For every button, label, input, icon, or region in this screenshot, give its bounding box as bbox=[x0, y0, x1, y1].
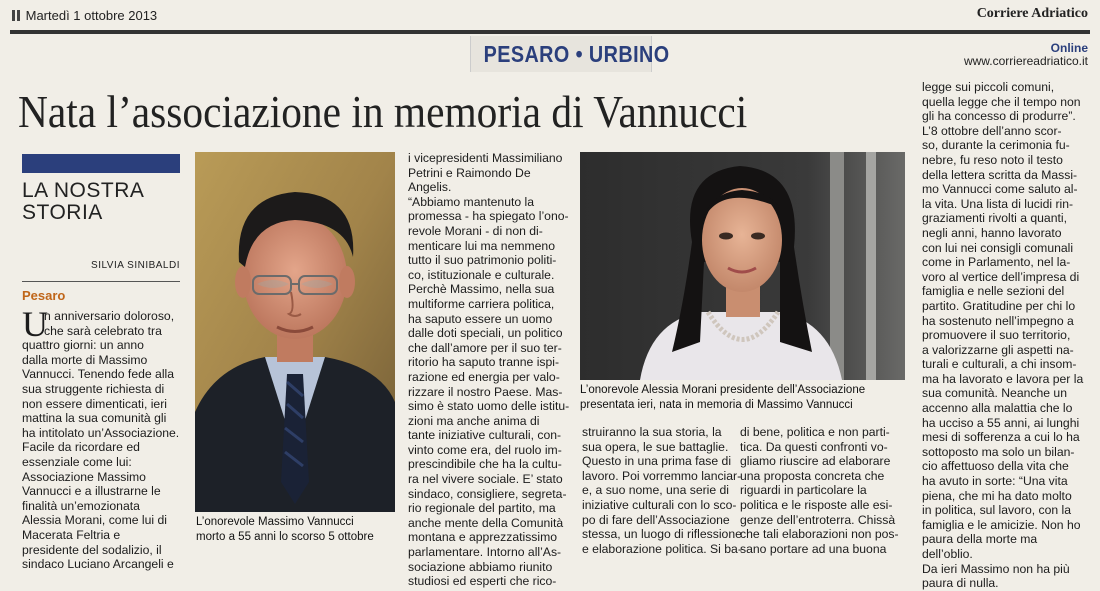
text-line: partito. Gratitudine per chi lo bbox=[922, 298, 1076, 313]
text-line: a valorizzarne gli aspetti na- bbox=[922, 342, 1074, 357]
text-line: sottoposto ma solo un bilan- bbox=[922, 444, 1075, 459]
text-line: della lettera scritta da Massi- bbox=[922, 167, 1078, 182]
text-line: legge sui piccoli comuni, bbox=[922, 80, 1055, 94]
text-line: e, a suo nome, una serie di bbox=[582, 483, 730, 498]
text-line: ha ucciso a 55 anni, ai lunghi bbox=[922, 415, 1080, 430]
text-line: riguardi in particolare la bbox=[740, 483, 867, 498]
bars-icon bbox=[12, 10, 15, 21]
text-line: ha sostenuto nell’impegno a bbox=[922, 313, 1074, 328]
text-line: sindaco Luciano Arcangeli e bbox=[22, 557, 174, 572]
text-line: non essere dimenticati, ieri bbox=[22, 396, 167, 411]
text-line: i vicepresidenti Massimiliano bbox=[408, 151, 563, 165]
text-line: con lui nei consigli comunali bbox=[922, 240, 1074, 255]
text-line: ha saputo essere un uomo bbox=[408, 311, 553, 326]
text-line: n anniversario doloroso, bbox=[44, 309, 175, 323]
text-line: essenziale come lui: bbox=[22, 454, 132, 469]
text-line: studiosi ed esperti che rico- bbox=[408, 574, 557, 589]
text-line: come in Parlamento, nel la- bbox=[922, 255, 1071, 270]
article-column-3 bbox=[408, 151, 570, 589]
text-line: nebre, fu reso noto il testo bbox=[922, 152, 1063, 167]
rubric-line: LA NOSTRA bbox=[22, 179, 145, 202]
text-line: tica. Da questi confronti vo- bbox=[740, 439, 888, 454]
article-column-5 bbox=[740, 425, 910, 556]
text-line: ma ha lavorato e lavora per la bbox=[922, 371, 1084, 386]
text-line: sindaco, consigliere, segreta- bbox=[408, 486, 567, 501]
text-line: simo è stato uomo delle istitu- bbox=[408, 399, 570, 414]
text-line: Perchè Massimo, nella sua bbox=[408, 282, 555, 297]
text-line: so, durante la cerimonia fu- bbox=[922, 138, 1070, 153]
text-line: mesi di sofferenza a cui lo ha bbox=[922, 430, 1080, 445]
text-line: Associazione Massimo bbox=[22, 469, 146, 484]
text-line: Questo in una prima fase di bbox=[582, 454, 732, 469]
text-line: dalla morte di Massimo bbox=[22, 352, 148, 367]
text-line: promessa - ha spiegato l’ono- bbox=[408, 209, 569, 224]
text-line: quattro giorni: un anno bbox=[22, 338, 144, 353]
text-line: politica e le risposte alle esi- bbox=[740, 497, 893, 512]
photo-caption-right bbox=[580, 383, 865, 413]
text-line: e elaborazione politica. Si ba- bbox=[582, 541, 742, 556]
text-line: struiranno la sua storia, la bbox=[582, 425, 722, 439]
date-line bbox=[12, 8, 157, 23]
text-line: Petrini e Raimondo De bbox=[408, 165, 531, 180]
text-line: “Abbiamo mantenuto la bbox=[408, 194, 535, 209]
text-line: dell’oblio. bbox=[922, 547, 973, 561]
text-line: cio affettuoso della vita che bbox=[922, 459, 1069, 474]
text-line: che sarà celebrato tra bbox=[44, 323, 162, 338]
text-line: sua struggente richiesta di bbox=[22, 381, 165, 396]
text-line: stessa, un luogo di riflessione bbox=[582, 527, 742, 542]
text-line: vinto come era, del ruolo im- bbox=[408, 442, 562, 457]
text-line: lavoro. Poi vorremmo lanciar- bbox=[582, 468, 742, 483]
text-line: iniziative culturali con lo sco- bbox=[582, 497, 737, 512]
text-line: ritorio ha saputo tranne ispi- bbox=[408, 355, 560, 370]
section-banner bbox=[470, 36, 670, 72]
headline: Nata l’associazione in memoria di Vannucci bbox=[18, 86, 748, 137]
text-line: voro al vertice dell’impresa di bbox=[922, 269, 1080, 284]
issue-date: Martedì 1 ottobre 2013 bbox=[25, 8, 158, 23]
article-column-6 bbox=[922, 80, 1092, 591]
masthead: Corriere Adriatico bbox=[976, 6, 1088, 21]
text-line: Vannucci e a illustrarne le bbox=[22, 484, 161, 499]
text-line: tante iniziative culturali, con- bbox=[408, 428, 562, 443]
website-link[interactable]: www.corriereadriatico.it bbox=[963, 54, 1088, 68]
online-label: Online bbox=[1050, 41, 1088, 55]
text-line: paura di nulla. bbox=[922, 576, 999, 591]
rubric-bar bbox=[22, 154, 180, 173]
text-line: Vannucci. Tenendo fede alla bbox=[22, 367, 175, 382]
text-line: menticare lui ma nemmeno bbox=[408, 238, 555, 253]
article-column-4 bbox=[582, 425, 742, 556]
text-line: po di fare dell’Associazione bbox=[582, 512, 730, 527]
text-line: Macerata Feltria e bbox=[22, 527, 121, 542]
text-line: zioni ma anche anima di bbox=[408, 413, 540, 428]
caption-line: L’onorevole Massimo Vannucci bbox=[196, 516, 354, 528]
text-line: genze dell’entroterra. Chissà bbox=[740, 512, 896, 527]
text-line: finalità un’emozionata bbox=[22, 498, 140, 513]
dateline-location: Pesaro bbox=[22, 288, 66, 303]
text-line: gli ha concesso di produrre”. bbox=[922, 109, 1076, 124]
text-line: Da ieri Massimo non ha più bbox=[922, 561, 1070, 576]
text-line: ha avuto in sorte: “Una vita bbox=[922, 474, 1068, 489]
text-line: multiforme carriera politica, bbox=[408, 296, 555, 311]
text-line: co, istituzionale e culturale. bbox=[408, 267, 555, 282]
text-line: accenno alla malattia che lo bbox=[922, 401, 1073, 416]
photo-massimo-vannucci bbox=[195, 152, 395, 512]
text-line: Alessia Morani, come lui di bbox=[22, 513, 167, 528]
text-line: mo Vannucci come saluto al- bbox=[922, 182, 1078, 197]
text-line: la vita. Una lista di lucidi rin- bbox=[922, 196, 1074, 211]
text-line: turali e culturali, a chi insom- bbox=[922, 357, 1077, 372]
text-line: parlamentare. Intorno all’As- bbox=[408, 545, 562, 560]
text-line: L’8 ottobre dell’anno scor- bbox=[922, 123, 1062, 138]
text-line: montana e apprezzatissimo bbox=[408, 530, 558, 545]
text-line: sua opera, le sue battaglie. bbox=[582, 439, 729, 454]
photo-alessia-morani bbox=[580, 152, 905, 380]
text-line: rio regionale del partito, ma bbox=[408, 501, 556, 516]
text-line: revole Morani - di non di- bbox=[408, 223, 543, 238]
caption-line: presentata ieri, nata in memoria di Massimo Vannucci bbox=[580, 399, 853, 411]
text-line: famiglia e le amicizie. Non ho bbox=[922, 517, 1081, 532]
rubric-title bbox=[22, 180, 180, 224]
text-line: dalle doti speciali, un politico bbox=[408, 326, 563, 341]
text-line: negli anni, hanno lavorato bbox=[922, 225, 1062, 240]
dropcap: U bbox=[22, 304, 48, 344]
text-line: Angelis. bbox=[408, 180, 452, 195]
text-line: sociazione abbiamo riunito bbox=[408, 559, 553, 574]
text-line: una proposta concreta che bbox=[740, 468, 885, 483]
text-line: di bene, politica e non parti- bbox=[740, 425, 890, 439]
text-line: ha intitolato un’Associazione. bbox=[22, 425, 180, 440]
photo-caption-left bbox=[196, 515, 374, 545]
text-line: paura della morte ma bbox=[922, 532, 1038, 547]
text-line: presidente del sodalizio, il bbox=[22, 542, 162, 557]
text-line: piena, che mi ha dato molto bbox=[922, 488, 1072, 503]
text-line: promuovere il suo territorio, bbox=[922, 328, 1071, 343]
author-byline: SILVIA SINIBALDI bbox=[91, 260, 180, 271]
article-column-1 bbox=[22, 304, 182, 572]
text-line: anche mente della Comunità bbox=[408, 515, 564, 530]
text-line: Facile da ricordare ed bbox=[22, 440, 140, 455]
text-line: razione ed energia per valo- bbox=[408, 369, 560, 384]
caption-line: L’onorevole Alessia Morani presidente dell’Associazione bbox=[580, 384, 866, 396]
text-line: sano portare ad una buona bbox=[740, 541, 887, 556]
bars-icon bbox=[17, 10, 20, 21]
text-line: prescindibile che ha la cultu- bbox=[408, 457, 562, 472]
text-line: quella legge che il tempo non bbox=[922, 94, 1081, 109]
text-line: tutto il suo patrimonio politi- bbox=[408, 253, 557, 268]
text-line: mattina la sua comunità gli bbox=[22, 411, 167, 426]
text-line: che dall’amore per il suo ter- bbox=[408, 340, 562, 355]
text-line: sua comunità. Neanche un bbox=[922, 386, 1067, 401]
text-line: che tali elaborazioni non pos- bbox=[740, 527, 899, 542]
text-line: ra nel vivere sociale. E’ stato bbox=[408, 472, 563, 487]
rubric-divider bbox=[22, 281, 180, 282]
top-rule bbox=[10, 30, 1090, 34]
text-line: gliamo riuscire ad elaborare bbox=[740, 454, 891, 469]
text-line: famiglia e nelle sezioni del bbox=[922, 284, 1065, 299]
text-line: rizzare il nostro Paese. Mas- bbox=[408, 384, 563, 399]
text-line: graziamenti rivolti a quanti, bbox=[922, 211, 1067, 226]
text-line: in politica, sul lavoro, con la bbox=[922, 503, 1072, 518]
rubric-line: STORIA bbox=[22, 201, 103, 224]
caption-line: morto a 55 anni lo scorso 5 ottobre bbox=[196, 531, 374, 543]
section-title: PESARO • URBINO bbox=[483, 41, 670, 67]
